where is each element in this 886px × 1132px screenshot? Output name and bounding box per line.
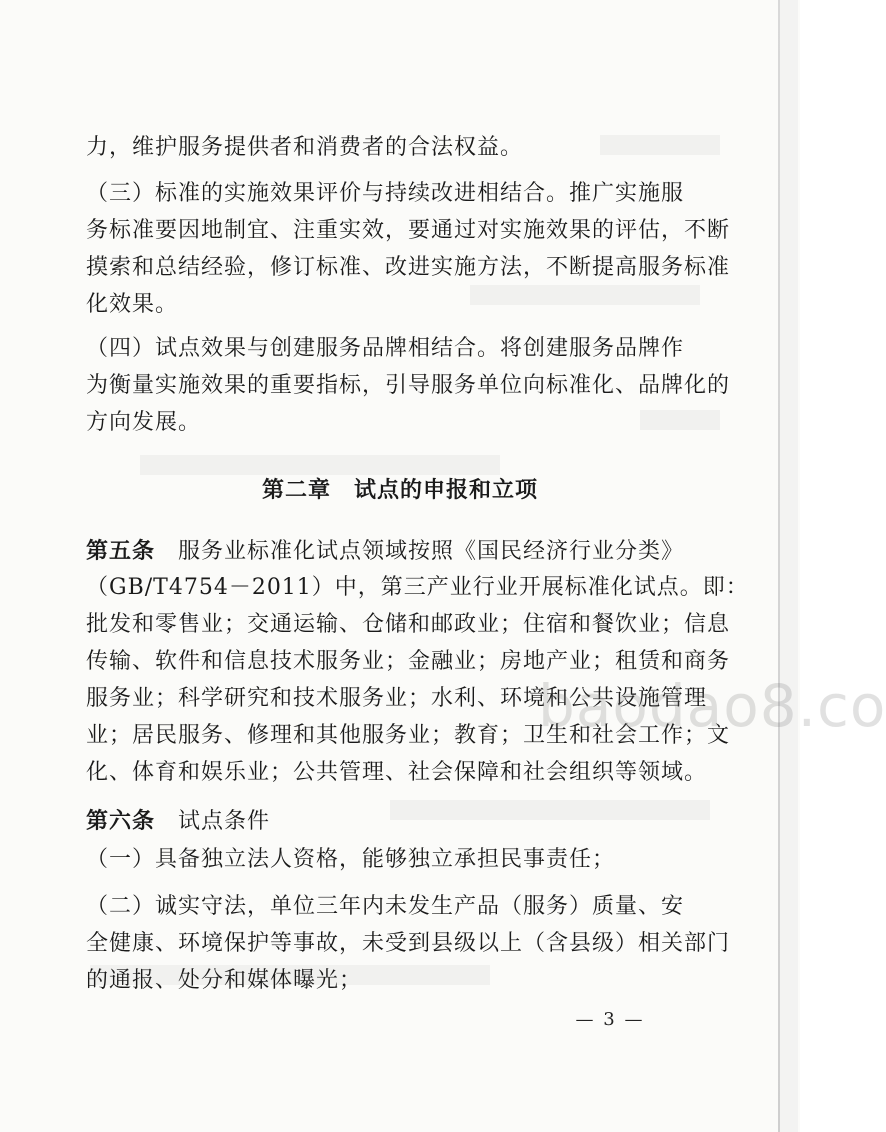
article-line: 批发和零售业；交通运输、仓储和邮政业；住宿和餐饮业；信息 (86, 612, 731, 637)
article-label: 第六条 (86, 808, 156, 834)
bleed-through-mark (140, 455, 500, 475)
article-line (86, 536, 706, 567)
paragraph-line: （三）标准的实施效果评价与持续改进相结合。推广实施服 (86, 181, 685, 206)
scan-margin (778, 0, 798, 1132)
article-text: 服务业标准化试点领域按照《国民经济行业分类》 (155, 539, 685, 564)
page-number: — 3 — (575, 1009, 645, 1030)
paragraph-line: 方向发展。 (86, 410, 202, 435)
scan-edge-line (778, 0, 780, 1132)
article-line (86, 806, 706, 837)
paragraph-line: 化效果。 (86, 292, 179, 317)
paragraph-line: 为衡量实施效果的重要指标，引导服务单位向标准化、品牌化的 (86, 373, 731, 398)
article-text: 试点条件 (155, 809, 271, 834)
condition-line: 的通报、处分和媒体曝光； (86, 968, 363, 993)
watermark: baodao8.co (538, 672, 886, 740)
paragraph-line: 力，维护服务提供者和消费者的合法权益。 (86, 135, 524, 160)
paragraph-line: （四）试点效果与创建服务品牌相结合。将创建服务品牌作 (86, 336, 685, 361)
article-line: （GB/T4754－2011）中，第三产业行业开展标准化试点。即： (86, 575, 749, 600)
paragraph-line: 务标准要因地制宜、注重实效，要通过对实施效果的评估，不断 (86, 218, 731, 243)
condition-line: （一）具备独立法人资格，能够独立承担民事责任； (86, 847, 616, 872)
article-line: 传输、软件和信息技术服务业；金融业；房地产业；租赁和商务 (86, 649, 731, 674)
article-line: 服务业；科学研究和技术服务业；水利、环境和公共设施管理 (86, 686, 708, 711)
article-label: 第五条 (86, 538, 156, 564)
article-line: 业；居民服务、修理和其他服务业；教育；卫生和社会工作；文 (86, 723, 731, 748)
paragraph-line: 摸索和总结经验，修订标准、改进实施方法，不断提高服务标准 (86, 255, 731, 280)
condition-line: （二）诚实守法，单位三年内未发生产品（服务）质量、安 (86, 894, 685, 919)
article-line: 化、体育和娱乐业；公共管理、社会保障和社会组织等领域。 (86, 760, 708, 785)
chapter-heading: 第二章 试点的申报和立项 (261, 478, 538, 503)
condition-line: 全健康、环境保护等事故，未受到县级以上（含县级）相关部门 (86, 931, 731, 956)
